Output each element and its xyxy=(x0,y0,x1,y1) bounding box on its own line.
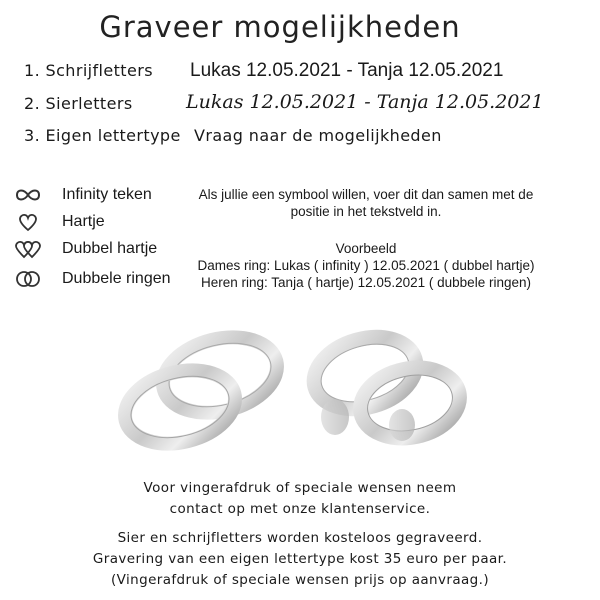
contact-note xyxy=(0,478,600,520)
symbol-double-rings xyxy=(14,267,184,291)
symbol-infinity-label: Infinity teken xyxy=(62,186,152,203)
option-2-label: 2. Sierletters xyxy=(24,94,133,113)
option-1-example: Lukas 12.05.2021 - Tanja 12.05.2021 xyxy=(190,60,504,81)
double-rings-icon xyxy=(14,268,42,290)
pricing-line-1: Sier en schrijfletters worden kosteloos gegraveerd. xyxy=(117,530,483,546)
fingerprint-rings-pair xyxy=(306,326,466,447)
engraved-rings-pair xyxy=(117,326,285,454)
example-heading: Voorbeeld xyxy=(335,241,397,256)
option-3-label: 3. Eigen lettertype xyxy=(24,126,181,145)
heart-icon xyxy=(14,211,42,233)
option-1-label: 1. Schrijfletters xyxy=(24,61,153,80)
symbol-double-heart-label: Dubbel hartje xyxy=(62,240,158,257)
example-block xyxy=(186,240,546,291)
symbol-heart-label: Hartje xyxy=(62,213,105,230)
option-3-example: Vraag naar de mogelijkheden xyxy=(194,126,442,145)
contact-line-1: Voor vingerafdruk of speciale wensen neem xyxy=(143,480,457,496)
symbol-instructions xyxy=(186,186,546,220)
symbol-double-rings-label: Dubbele ringen xyxy=(62,270,171,287)
symbol-heart xyxy=(14,210,184,234)
double-heart-icon xyxy=(14,238,42,260)
contact-line-2: contact op met onze klantenservice. xyxy=(169,501,431,517)
pricing-note xyxy=(0,528,600,591)
example-ladies-ring: Dames ring: Lukas ( infinity ) 12.05.2021 ( dubbel hartje) xyxy=(197,258,535,273)
example-mens-ring: Heren ring: Tanja ( hartje) 12.05.2021 ( dubbele ringen) xyxy=(201,275,531,290)
info-line-1: Als jullie een symbool willen, voer dit dan samen met de xyxy=(198,187,534,202)
option-2-example: Lukas 12.05.2021 - Tanja 12.05.2021 xyxy=(186,91,544,113)
pricing-line-2: Gravering van een eigen lettertype kost 35 euro per paar. xyxy=(92,551,508,567)
symbol-infinity xyxy=(14,183,184,207)
page-title: Graveer mogelijkheden xyxy=(99,10,461,44)
pricing-line-3: (Vingerafdruk of speciale wensen prijs op aanvraag.) xyxy=(110,572,490,588)
info-line-2: positie in het tekstveld in. xyxy=(290,204,442,219)
infinity-icon xyxy=(14,184,42,206)
symbol-double-heart xyxy=(14,237,184,261)
ring-photo xyxy=(110,325,490,460)
